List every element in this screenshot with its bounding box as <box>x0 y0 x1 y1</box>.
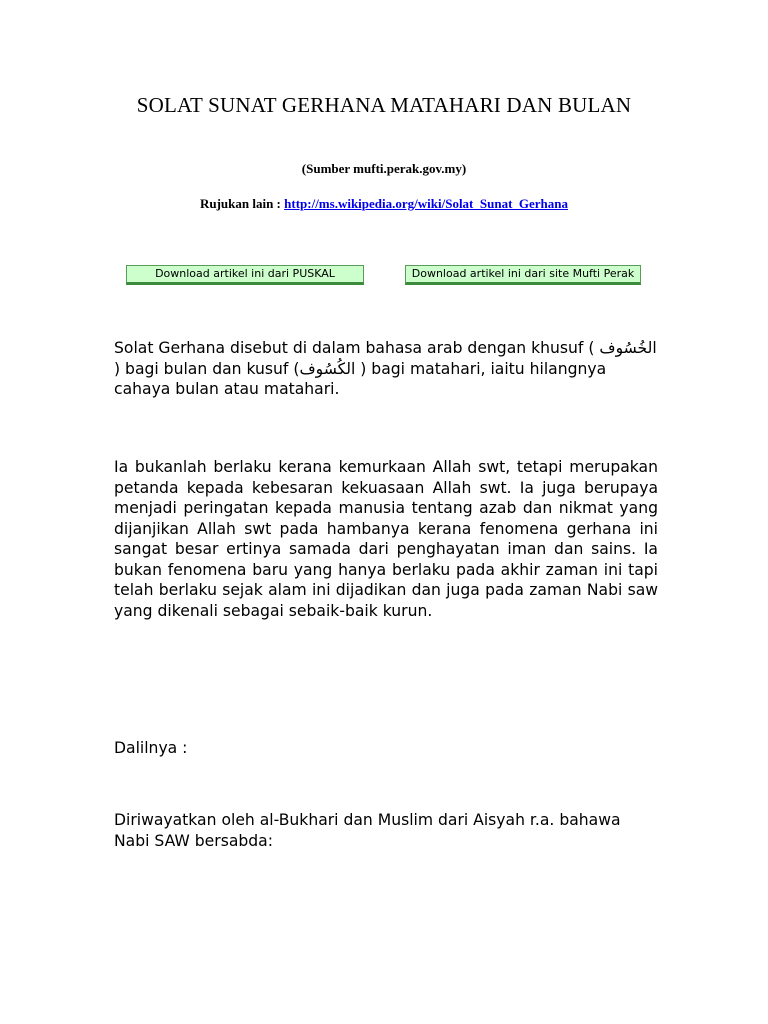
paragraph-explanation: Ia bukanlah berlaku kerana kemurkaan Allah swt, tetapi merupakan petanda kepada kebesaran kekuasaan Allah swt. Ia juga berupaya menjadi peringatan kepada manusia tentang azab dan nikmat yang dijanjikan Allah swt pada hambanya kerana fenomena gerhana ini sangat besar ertinya samada dari penghayatan iman dan sains. Ia bukan fenomena baru yang hanya berlaku pada akhir zaman ini tapi telah berlaku sejak alam ini dijadikan dan juga pada zaman Nabi saw yang dikenali sebagai sebaik-baik kurun. <box>114 458 658 620</box>
paragraph-definition <box>114 338 658 400</box>
paragraph-dalil-heading: Dalilnya : <box>114 739 188 757</box>
source-note: (Sumber mufti.perak.gov.my) <box>301 161 467 176</box>
arabic-kusuf: الكُسُوف <box>299 359 356 378</box>
page-title: SOLAT SUNAT GERHANA MATAHARI DAN BULAN <box>136 93 632 117</box>
paragraph-text: Solat Gerhana disebut di dalam bahasa arab dengan khusuf ( <box>114 339 595 357</box>
paragraph-text: ) bagi matahari, iaitu hilangnya cahaya bulan atau matahari. <box>114 359 607 398</box>
arabic-khusuf: الخُسُوف <box>599 339 657 357</box>
paragraph-narration: Diriwayatkan oleh al-Bukhari dan Muslim dari Aisyah r.a. bahawa Nabi SAW bersabda: <box>114 811 621 850</box>
wikipedia-link[interactable]: http://ms.wikipedia.org/wiki/Solat_Sunat_Gerhana <box>284 196 569 211</box>
reference-label: Rujukan lain : <box>199 196 285 211</box>
download-puskal-button[interactable]: Download artikel ini dari PUSKAL <box>126 265 364 285</box>
reference-line <box>0 196 768 212</box>
download-mufti-perak-button[interactable]: Download artikel ini dari site Mufti Perak <box>405 265 641 285</box>
paragraph-text: ) bagi bulan dan kusuf ( <box>114 359 300 378</box>
